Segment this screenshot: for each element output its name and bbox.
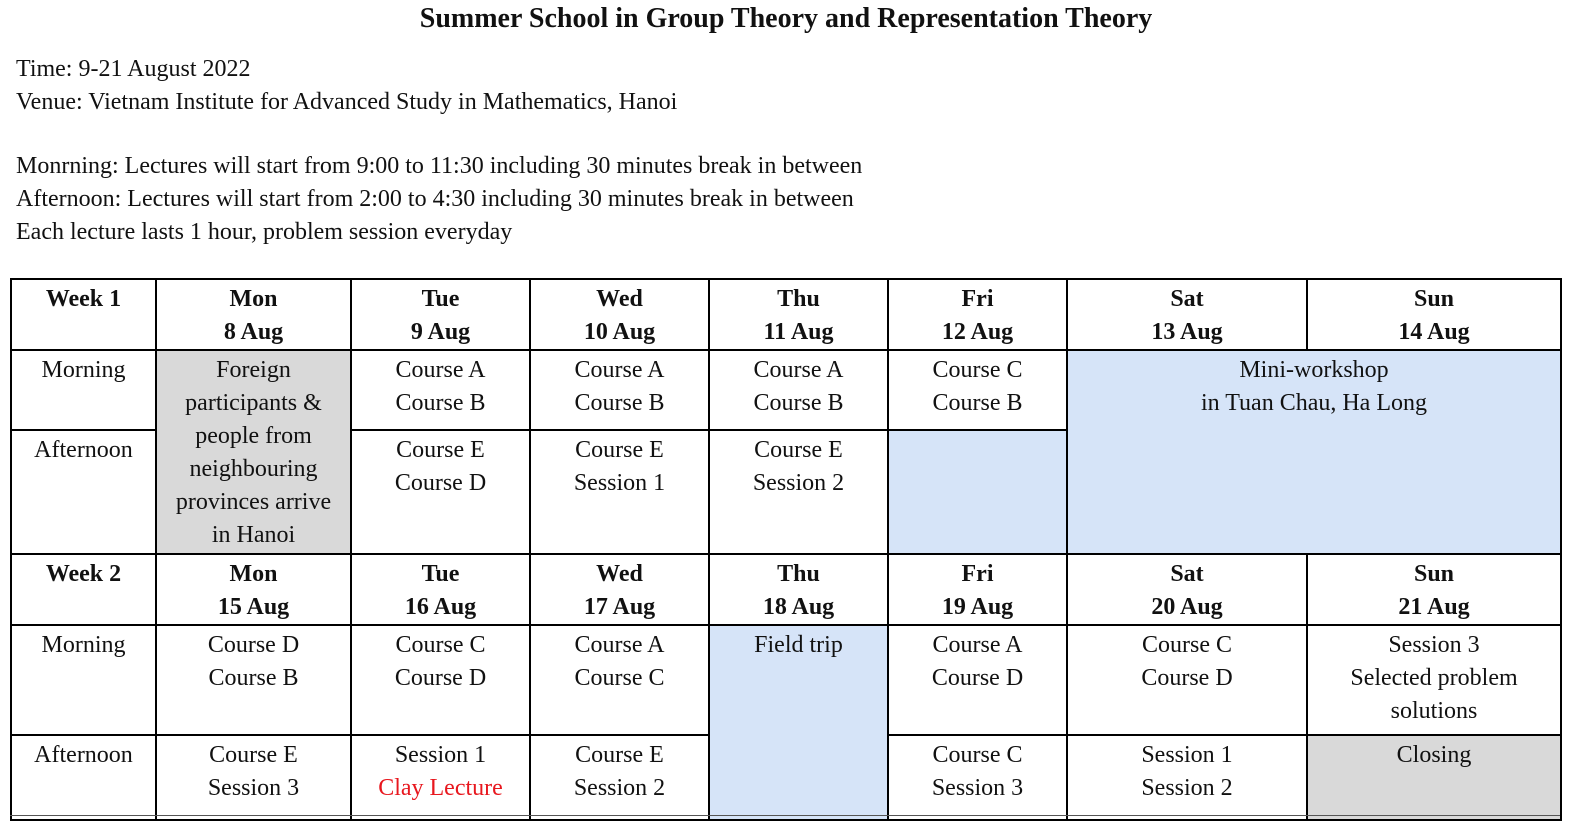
schedule-cell: Course A Course B bbox=[530, 350, 709, 430]
schedule-cell: Session 3 Selected problem solutions bbox=[1307, 625, 1561, 735]
clay-lecture: Clay Lecture bbox=[378, 775, 503, 801]
day-header: Sat 13 Aug bbox=[1067, 279, 1307, 350]
note-afternoon: Afternoon: Lectures will start from 2:00 to 4:30 including 30 minutes break in between bbox=[16, 186, 854, 212]
week1-morning-row bbox=[11, 350, 1561, 430]
event-time: Time: 9-21 August 2022 bbox=[16, 56, 251, 82]
week2-header-row bbox=[11, 554, 1561, 625]
day-header: Thu 18 Aug bbox=[709, 554, 888, 625]
row-label-morning: Morning bbox=[11, 350, 156, 430]
closing-cell: Closing bbox=[1307, 735, 1561, 820]
day-header: Sun 21 Aug bbox=[1307, 554, 1561, 625]
week2-morning-row bbox=[11, 625, 1561, 735]
note-lecture-length: Each lecture lasts 1 hour, problem session everyday bbox=[16, 219, 513, 245]
event-info bbox=[16, 53, 677, 119]
row-label-afternoon: Afternoon bbox=[11, 735, 156, 820]
schedule-cell: Course E Course D bbox=[351, 430, 530, 554]
row-label-morning: Morning bbox=[11, 625, 156, 735]
schedule-cell: Course C Session 3 bbox=[888, 735, 1067, 820]
week1-label: Week 1 bbox=[11, 279, 156, 350]
schedule-table bbox=[10, 278, 1562, 821]
day-header: Thu 11 Aug bbox=[709, 279, 888, 350]
day-header: Sun 14 Aug bbox=[1307, 279, 1561, 350]
day-header: Wed 17 Aug bbox=[530, 554, 709, 625]
week2-label: Week 2 bbox=[11, 554, 156, 625]
schedule-cell: Course A Course B bbox=[709, 350, 888, 430]
mini-workshop-cell: Mini-workshop in Tuan Chau, Ha Long bbox=[1067, 350, 1561, 554]
schedule-cell: Course E Session 3 bbox=[156, 735, 351, 820]
empty-blue-cell bbox=[888, 430, 1067, 554]
day-header: Fri 12 Aug bbox=[888, 279, 1067, 350]
day-header: Tue 9 Aug bbox=[351, 279, 530, 350]
day-header: Wed 10 Aug bbox=[530, 279, 709, 350]
row-label-afternoon: Afternoon bbox=[11, 430, 156, 554]
schedule-cell: Course A Course B bbox=[351, 350, 530, 430]
field-trip-cell: Field trip bbox=[709, 625, 888, 820]
bottom-divider bbox=[10, 815, 1560, 816]
schedule-cell: Course A Course D bbox=[888, 625, 1067, 735]
schedule-cell: Course C Course D bbox=[1067, 625, 1307, 735]
day-header: Tue 16 Aug bbox=[351, 554, 530, 625]
arrival-cell: Foreign participants & people from neighbouring provinces arrive in Hanoi bbox=[156, 350, 351, 554]
day-header: Fri 19 Aug bbox=[888, 554, 1067, 625]
week1-header-row bbox=[11, 279, 1561, 350]
note-morning: Monrning: Lectures will start from 9:00 to 11:30 including 30 minutes break in between bbox=[16, 153, 863, 179]
day-header: Sat 20 Aug bbox=[1067, 554, 1307, 625]
schedule-cell: Course C Course D bbox=[351, 625, 530, 735]
schedule-cell: Course C Course B bbox=[888, 350, 1067, 430]
schedule-cell: Session 1 Session 2 bbox=[1067, 735, 1307, 820]
schedule-cell: Course E Session 2 bbox=[530, 735, 709, 820]
schedule-cell: Course A Course C bbox=[530, 625, 709, 735]
schedule-cell: Course E Session 1 bbox=[530, 430, 709, 554]
schedule-cell: Course D Course B bbox=[156, 625, 351, 735]
schedule-cell: Session 1 Clay Lecture bbox=[351, 735, 530, 820]
lecture-notes bbox=[16, 150, 862, 249]
schedule-cell: Course E Session 2 bbox=[709, 430, 888, 554]
event-venue: Venue: Vietnam Institute for Advanced Study in Mathematics, Hanoi bbox=[16, 89, 678, 115]
page-title: Summer School in Group Theory and Representation Theory bbox=[419, 3, 1153, 34]
day-header: Mon 8 Aug bbox=[156, 279, 351, 350]
day-header: Mon 15 Aug bbox=[156, 554, 351, 625]
